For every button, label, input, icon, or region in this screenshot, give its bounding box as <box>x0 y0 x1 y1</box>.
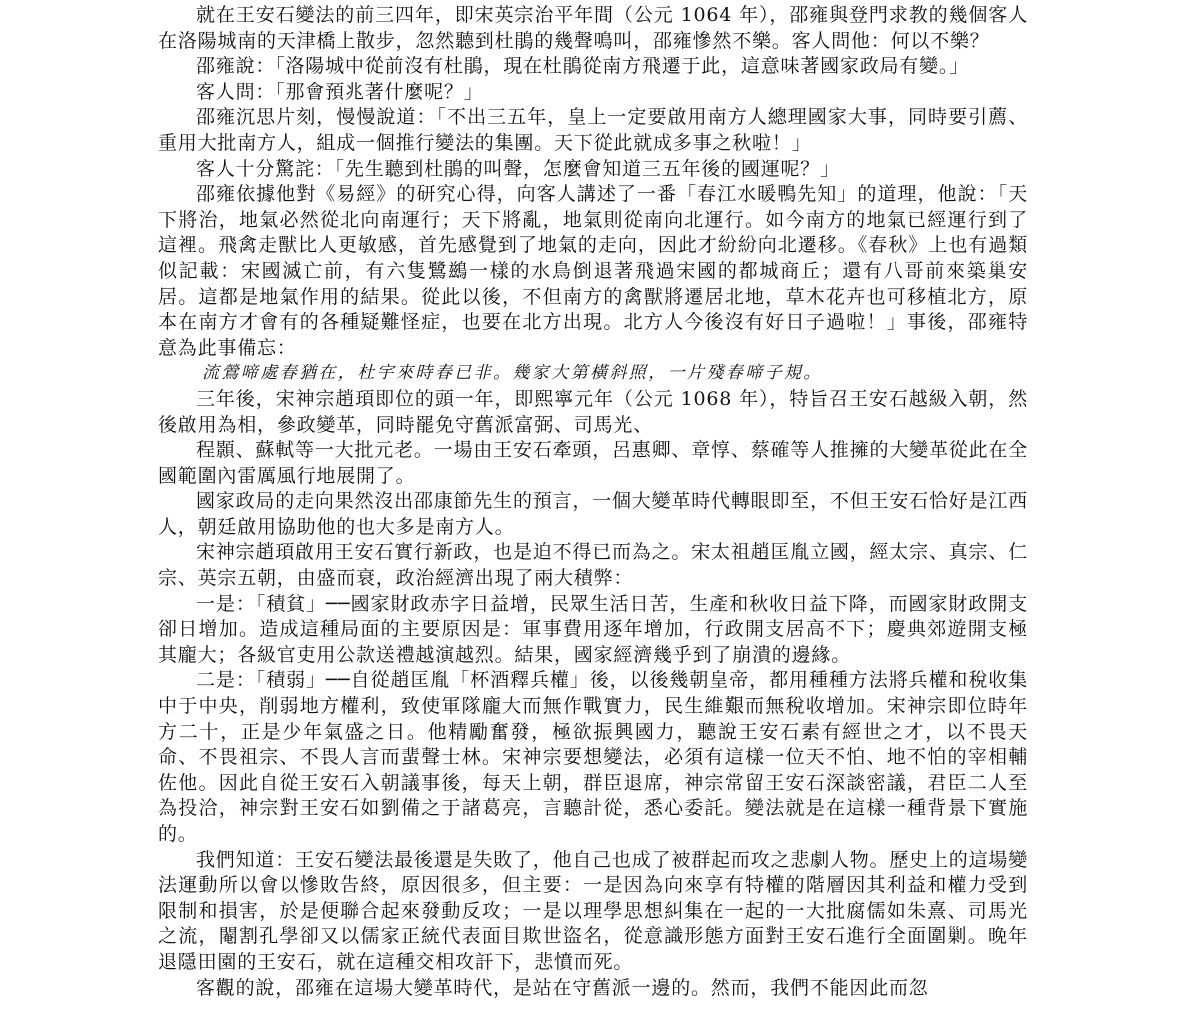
paragraph-2: 邵雍說：「洛陽城中從前沒有杜鵑，現在杜鵑從南方飛遷于此，這意味著國家政局有變。」 <box>196 55 970 78</box>
paragraph-14-partial: 客觀的說，邵雍在這場大變革時代，是站在守舊派一邊的。然而，我們不能因此而忽 <box>196 976 929 999</box>
paragraph-11: 一是：「積貧」──國家財政赤字日益增，民眾生活日苦，生產和秋收日益下降，而國家財政開支卻日增加。造成這種局面的主要原因是：軍事費用逐年增加，行政開支居高不下；慶典郊遊開支極其龐大；各級官吏用公款送禮越演越烈。結果，國家經濟幾乎到了崩潰的邊緣。 <box>158 592 1028 666</box>
paragraph-8: 程顥、蘇軾等一大批元老。一場由王安石牽頭，呂惠卿、章惇、蔡確等人推擁的大變革從此在全國範圍內雷厲風行地展開了。 <box>158 439 1028 487</box>
document-page <box>158 3 1028 1001</box>
paragraph-9: 國家政局的走向果然沒出邵康節先生的預言，一個大變革時代轉眼即至，不但王安石恰好是江西人，朝廷啟用協助他的也大多是南方人。 <box>158 490 1028 538</box>
paragraph-4: 邵雍沉思片刻，慢慢說道：「不出三五年，皇上一定要啟用南方人總理國家大事，同時要引薦、重用大批南方人，組成一個推行變法的集團。天下從此就成多事之秋啦！」 <box>158 106 1028 154</box>
paragraph-5: 客人十分驚詫：「先生聽到杜鵑的叫聲，怎麼會知道三五年後的國運呢？」 <box>196 157 840 180</box>
poem-line: 流鶯啼處春猶在，杜宇來時春已非。幾家大第橫斜照，一片殘春啼子規。 <box>202 363 823 384</box>
paragraph-1: 就在王安石變法的前三四年，即宋英宗治平年間（公元 1064 年），邵雍與登門求教的幾個客人在洛陽城南的天津橋上散步，忽然聽到杜鵑的幾聲鳴叫，邵雍慘然不樂。客人問他：何以不樂？ <box>158 4 1028 52</box>
paragraph-7: 三年後，宋神宗趙頊即位的頭一年，即熙寧元年（公元 1068 年），特旨召王安石越級入朝，然後啟用為相，參政變革，同時罷免守舊派富弼、司馬光、 <box>158 387 1028 436</box>
paragraph-3: 客人問：「那會預兆著什麼呢？」 <box>196 80 484 103</box>
paragraph-10: 宋神宗趙頊啟用王安石實行新政，也是迫不得已而為之。宋太祖趙匡胤立國，經太宗、真宗、仁宗、英宗五朝，由盛而衰，政治經濟出現了兩大積弊： <box>158 541 1028 590</box>
paragraph-13: 我們知道：王安石變法最後還是失敗了，他自己也成了被群起而攻之悲劇人物。歷史上的這場變法運動所以會以慘敗告終，原因很多，但主要：一是因為向來享有特權的階層因其利益和權力受到限制和損害，於是便聯合起來發動反攻；一是以理學思想糾集在一起的一大批腐儒如朱熹、司馬光之流，閹割孔學卻又以儒家正統代表面目欺世盜名，從意識形態方面對王安石進行全面圍剿。晚年退隱田園的王安石，就在這種交相攻訐下，悲憤而死。 <box>158 848 1028 973</box>
paragraph-12: 二是：「積弱」──自從趙匡胤「杯酒釋兵權」後，以後幾朝皇帝，都用種種方法將兵權和稅收集中于中央，削弱地方權利，致使軍隊龐大而無作戰實力，民生維艱而無稅收增加。宋神宗即位時年方二十，正是少年氣盛之日。他精勵奮發，極欲振興國力，聽說王安石素有經世之才，以不畏天命、不畏祖宗、不畏人言而蜚聲士林。宋神宗要想變法，必須有這樣一位天不怕、地不怕的宰相輔佐他。因此自從王安石入朝議事後，每天上朝，群臣退席，神宗常留王安石深談密議，君臣二人至為投洽，神宗對王安石如劉備之于諸葛亮，言聽計從，悉心委託。變法就是在這樣一種背景下實施的。 <box>158 669 1028 845</box>
paragraph-6: 邵雍依據他對《易經》的研究心得，向客人講述了一番「春江水暖鴨先知」的道理，他說：「天下將治，地氣必然從北向南運行；天下將亂，地氣則從南向北運行。如今南方的地氣已經運行到了這裡。飛禽走獸比人更敏感，首先感覺到了地氣的走向，因此才紛紛向北遷移。《春秋》上也有過類似記載：宋國滅亡前，有六隻鷺鷀一樣的水鳥倒退著飛過宋國的都城商丘；還有八哥前來築巢安居。這都是地氣作用的結果。從此以後，不但南方的禽獸將遷居北地，草木花卉也可移植北方，原本在南方才會有的各種疑難怪症，也要在北方出現。北方人今後沒有好日子過啦！」事後，邵雍特意為此事備忘： <box>158 183 1028 359</box>
